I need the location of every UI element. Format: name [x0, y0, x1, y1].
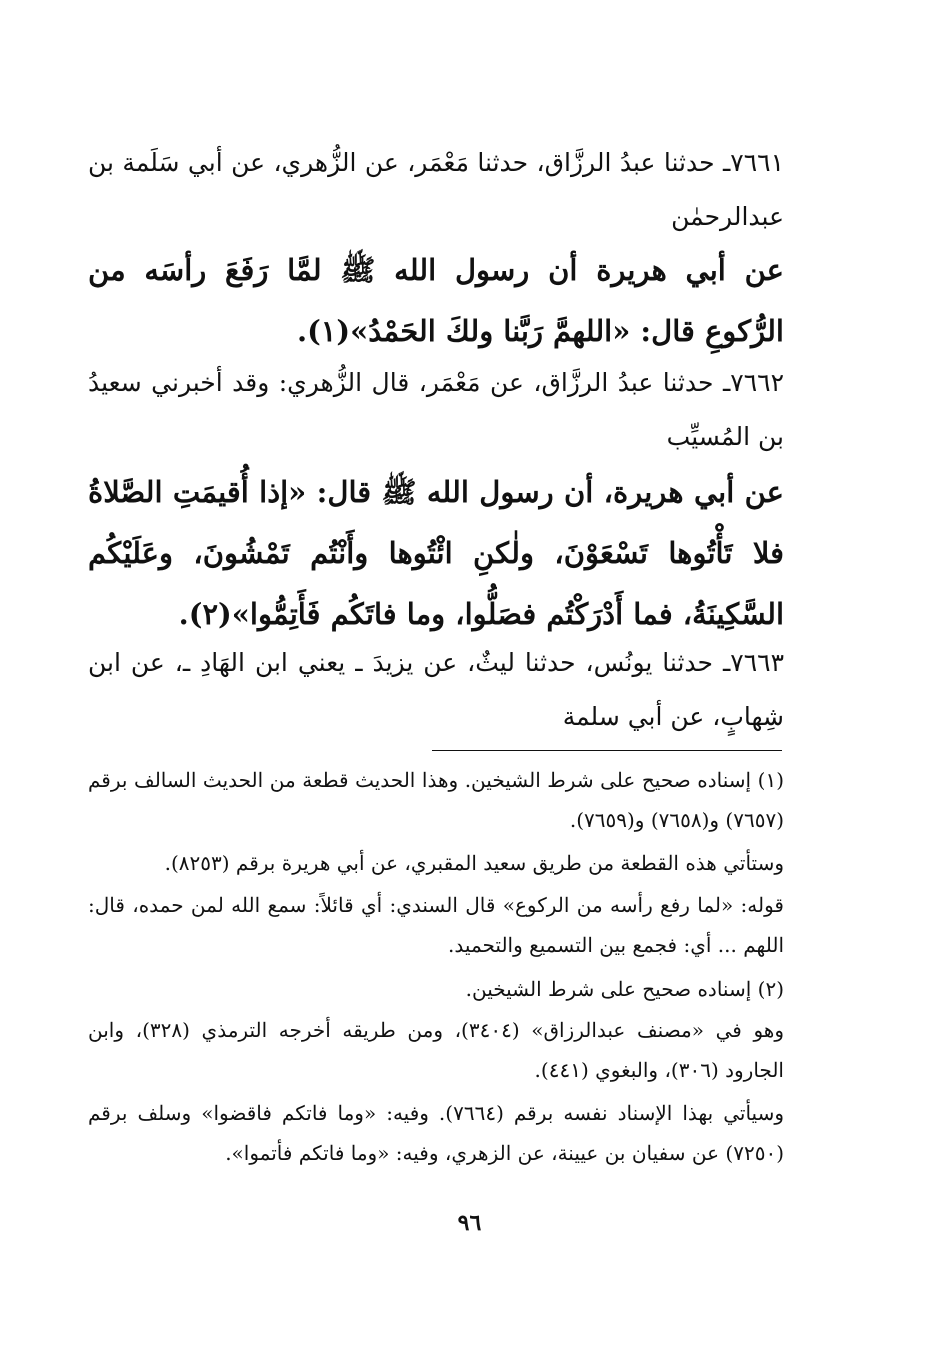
footnote-1-cont-b: قوله: «لما رفع رأسه من الركوع» قال السندي: أي قائلاً: سمع الله لمن حمده، قال: اللهم ... أي: فجمع بين التسميع والتحميد. — [88, 893, 784, 957]
page-number: ٩٦ — [457, 1210, 482, 1236]
hadith-7662-text: عن أبي هريرة، أن رسول الله ﷺ قال: «إذا أُقيمَتِ الصَّلاةُ فلا تَأْتُوها تَسْعَوْنَ، ولٰكنِ ائْتُوها وأَنْتُم تَمْشُونَ، وعَلَيْكُم السَّكِينَةُ، فما أَدْرَكْتُم فصَلُّوا، وما فاتَكُم فَأَتِمُّوا»(٢). — [88, 475, 784, 631]
footnote-1: (١) إسناده صحيح على شرط الشيخين. وهذا الحديث قطعة من الحديث السالف برقم (٧٦٥٧) و(٧٦٥٨) و(٧٦٥٩). — [88, 768, 784, 832]
footnote-2: (٢) إسناده صحيح على شرط الشيخين. — [465, 977, 784, 1001]
footnote-1-cont-a: وستأتي هذه القطعة من طريق سعيد المقبري، عن أبي هريرة برقم (٨٢٥٣). — [164, 851, 784, 875]
hadith-7661-chain: ٧٦٦١ـ حدثنا عبدُ الرزَّاق، حدثنا مَعْمَر، عن الزُّهري، عن أبي سَلَمة بن عبدالرحمٰن — [88, 148, 784, 231]
hadith-7662-chain: ٧٦٦٢ـ حدثنا عبدُ الرزَّاق، عن مَعْمَر، قال الزُّهري: وقد أخبرني سعيدُ بن المُسيِّب — [88, 368, 784, 451]
hadith-7661-text: عن أبي هريرة أن رسول الله ﷺ لمَّا رَفَعَ رأسَه من الرُّكوعِ قال: «اللهمَّ رَبَّنا ولكَ الحَمْدُ»(١). — [88, 253, 784, 348]
footnote-2-cont-a: وهو في «مصنف عبدالرزاق» (٣٤٠٤)، ومن طريقه أخرجه الترمذي (٣٢٨)، وابن الجارود (٣٠٦)، والبغوي (٤٤١). — [88, 1018, 784, 1082]
footnote-2-cont-b: وسيأتي بهذا الإسناد نفسه برقم (٧٦٦٤). وفيه: «وما فاتكم فاقضوا» وسلف برقم (٧٢٥٠) عن سفيان بن عيينة، عن الزهري، وفيه: «وما فاتكم فأتموا». — [88, 1101, 784, 1165]
footnote-separator — [432, 750, 782, 751]
hadith-7663-chain: ٧٦٦٣ـ حدثنا يونُس، حدثنا ليثٌ، عن يزيدَ ـ يعني ابن الهَادِ ـ، عن ابن شِهابٍ، عن أبي سلمة — [88, 648, 784, 731]
